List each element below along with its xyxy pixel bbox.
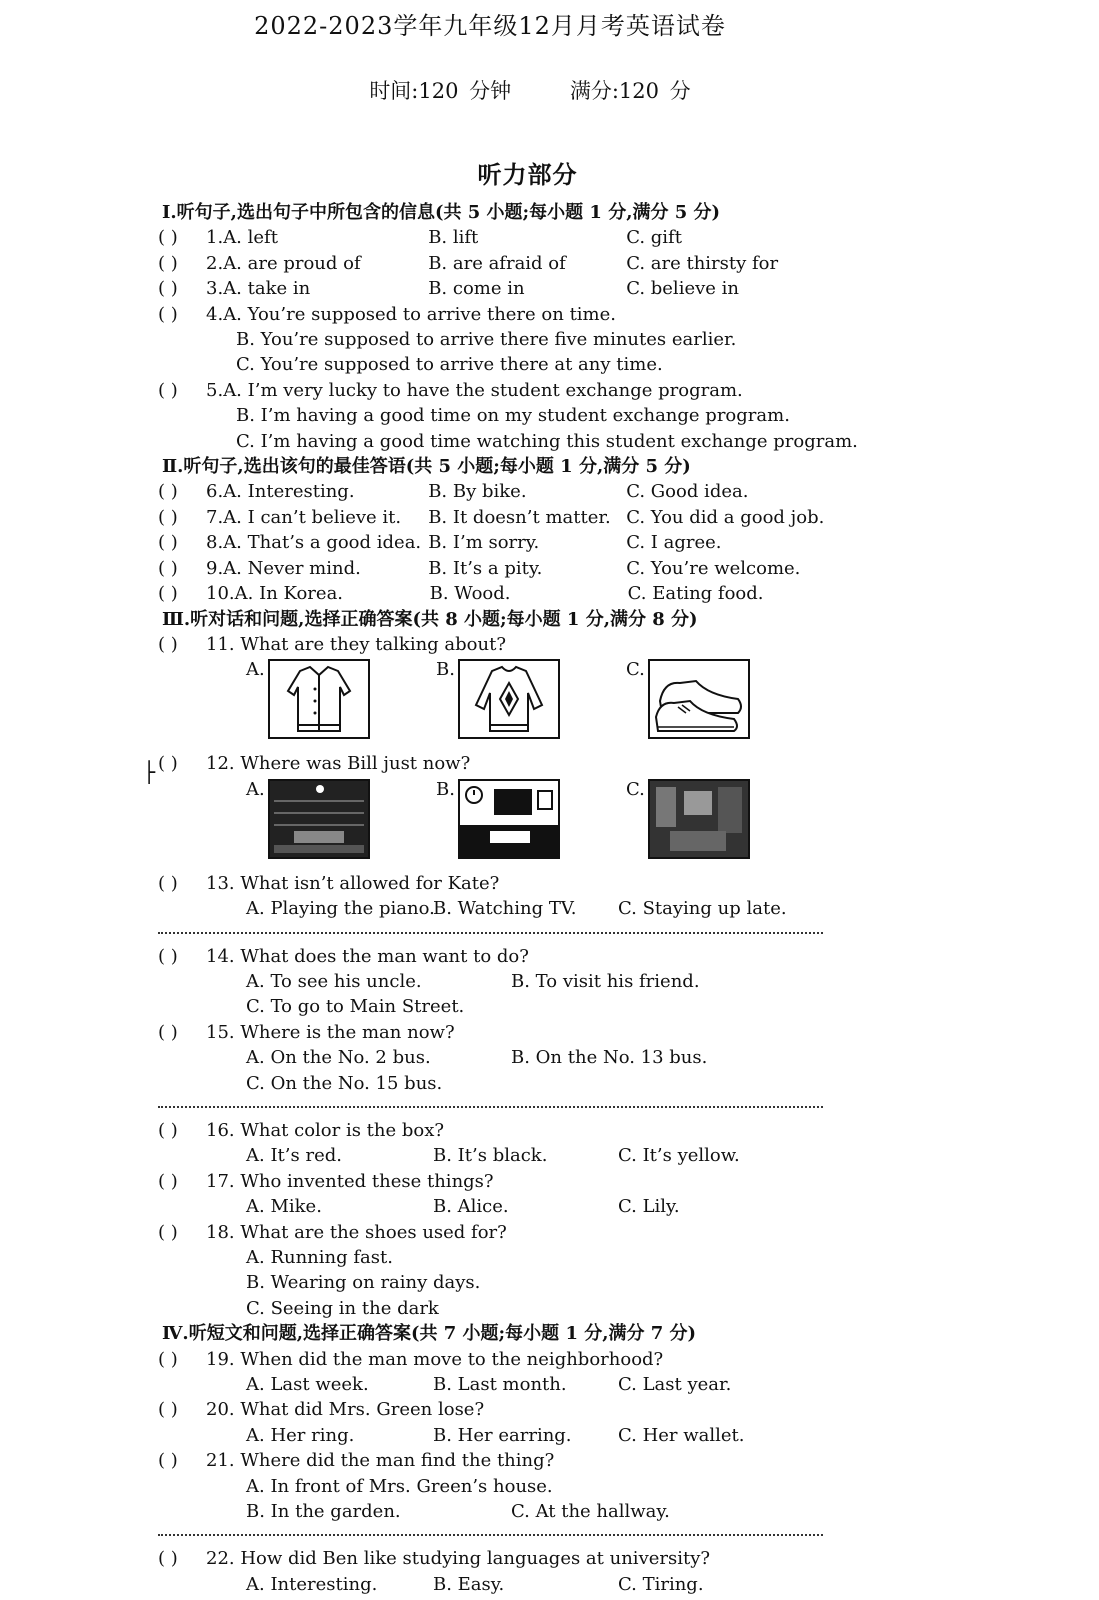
option-b: B. Alice. (433, 1196, 509, 1218)
answer-blank[interactable]: ( ) (158, 303, 178, 325)
answer-blank[interactable]: ( ) (158, 278, 178, 300)
question-21 (158, 1448, 838, 1473)
answer-blank[interactable]: ( ) (158, 1119, 178, 1141)
q13-options (158, 896, 838, 921)
sneakers-icon (648, 659, 750, 739)
q19-options (158, 1372, 838, 1397)
option-a: A. In Korea. (234, 583, 344, 605)
question-number: 3. (206, 278, 224, 300)
option-c: C. I agree. (626, 532, 722, 554)
answer-blank[interactable]: ( ) (158, 252, 178, 274)
option-b: B. Wearing on rainy days. (246, 1272, 481, 1294)
answer-blank[interactable]: ( ) (158, 1399, 178, 1421)
jacket-icon (268, 659, 370, 739)
option-c: C. are thirsty for (626, 252, 779, 274)
option-c: C. Tiring. (618, 1573, 704, 1595)
section-3-heading: Ⅲ.听对话和问题,选择正确答案(共 8 小题;每小题 1 分,满分 8 分) (162, 608, 698, 630)
exam-title: 2022-2023学年九年级12月月考英语试卷 (254, 12, 726, 40)
question-number: 7. (206, 506, 224, 528)
option-b: B. On the No. 13 bus. (511, 1047, 708, 1069)
q20-options (158, 1423, 838, 1448)
answer-blank[interactable]: ( ) (158, 227, 178, 249)
question-text: 19. When did the man move to the neighborhood? (206, 1348, 664, 1370)
option-b: B. come in (428, 278, 525, 300)
question-2 (158, 251, 838, 276)
margin-mark: ├ (143, 760, 156, 784)
option-a: A. I’m very lucky to have the student exchange program. (223, 379, 743, 401)
question-5 (158, 378, 838, 403)
option-b: B. Her earring. (433, 1424, 572, 1446)
picture-option-c[interactable] (626, 659, 816, 745)
option-a: A. Her ring. (246, 1424, 355, 1446)
answer-blank[interactable]: ( ) (158, 1450, 178, 1472)
option-b: B. It’s black. (433, 1145, 548, 1167)
option-a: A. Playing the piano. (246, 898, 435, 920)
question-text: 11. What are they talking about? (206, 633, 506, 655)
question-14 (158, 944, 838, 969)
answer-blank[interactable]: ( ) (158, 506, 178, 528)
q22-options (158, 1572, 838, 1597)
option-a: A. Interesting. (223, 481, 355, 503)
answer-blank[interactable]: ( ) (158, 945, 178, 967)
question-text: 13. What isn’t allowed for Kate? (206, 872, 500, 894)
option-c: C. I’m having a good time watching this student exchange program. (236, 430, 858, 452)
option-c: C. At the hallway. (511, 1501, 670, 1523)
q14-options (158, 969, 838, 994)
question-text: 12. Where was Bill just now? (206, 753, 471, 775)
option-b: B. It’s a pity. (428, 557, 543, 579)
q17-options (158, 1194, 838, 1219)
option-c: C. You’re welcome. (626, 557, 801, 579)
answer-blank[interactable]: ( ) (158, 1348, 178, 1370)
section-1-heading: Ⅰ.听句子,选出句子中所包含的信息(共 5 小题;每小题 1 分,满分 5 分) (162, 202, 721, 223)
question-11 (158, 632, 838, 657)
option-c: C. On the No. 15 bus. (246, 1072, 443, 1094)
answer-blank[interactable]: ( ) (158, 557, 178, 579)
divider (158, 932, 823, 934)
answer-blank[interactable]: ( ) (158, 1170, 178, 1192)
option-a: A. Running fast. (246, 1247, 393, 1268)
option-c: C. Good idea. (626, 481, 749, 503)
q12-pictures (158, 779, 838, 865)
answer-blank[interactable]: ( ) (158, 872, 178, 894)
living-room-icon (458, 779, 560, 859)
option-c: C. Eating food. (627, 583, 764, 605)
question-number: 10. (206, 583, 235, 605)
picture-option-c[interactable] (626, 779, 816, 865)
option-b: B. It doesn’t matter. (428, 506, 611, 528)
option-c: C. Lily. (618, 1196, 680, 1218)
part-title: 听力部分 (477, 160, 578, 189)
library-icon (268, 779, 370, 859)
option-a: A. In front of Mrs. Green’s house. (246, 1475, 553, 1497)
option-label: C. (626, 778, 645, 800)
exam-score: 满分:120 分 (569, 79, 691, 103)
option-c: C. Last year. (618, 1374, 732, 1396)
question-16 (158, 1118, 838, 1143)
exam-meta (0, 75, 1060, 105)
question-7 (158, 505, 838, 530)
option-label: A. (246, 659, 265, 681)
question-13 (158, 871, 838, 896)
question-20 (158, 1397, 838, 1422)
option-b: B. Watching TV. (433, 898, 577, 920)
picture-option-b[interactable] (436, 659, 626, 745)
question-list (158, 200, 858, 1597)
option-a: A. take in (223, 278, 311, 300)
q21-options (158, 1499, 838, 1524)
question-text: 17. Who invented these things? (206, 1170, 494, 1192)
question-number: 2. (206, 252, 224, 274)
question-8 (158, 530, 838, 555)
option-b: B. are afraid of (428, 252, 566, 274)
sweater-icon (458, 659, 560, 739)
option-b: B. I’m sorry. (428, 532, 540, 554)
question-22 (158, 1546, 838, 1571)
option-b: B. In the garden. (246, 1501, 401, 1523)
option-c: C. To go to Main Street. (246, 996, 465, 1018)
question-9 (158, 556, 838, 581)
answer-blank[interactable]: ( ) (158, 1021, 178, 1043)
question-number: 6. (206, 481, 224, 503)
q11-pictures (158, 659, 838, 745)
answer-blank[interactable]: ( ) (158, 379, 178, 401)
option-label: A. (246, 778, 265, 800)
exam-time: 时间:120 分钟 (369, 79, 512, 103)
option-a: A. That’s a good idea. (223, 532, 422, 554)
question-text: 16. What color is the box? (206, 1119, 445, 1141)
option-a: A. I can’t believe it. (223, 506, 402, 528)
question-text: 21. Where did the man find the thing? (206, 1450, 555, 1472)
q16-options (158, 1143, 838, 1168)
question-text: 15. Where is the man now? (206, 1021, 455, 1043)
question-15 (158, 1020, 838, 1045)
option-c: C. It’s yellow. (618, 1145, 740, 1167)
option-a: A. You’re supposed to arrive there on time. (223, 303, 616, 325)
option-c: C. Seeing in the dark (246, 1297, 439, 1319)
divider (158, 1106, 823, 1108)
option-c: C. gift (626, 227, 682, 249)
section-2-heading: Ⅱ.听句子,选出该句的最佳答语(共 5 小题;每小题 1 分,满分 5 分) (162, 456, 691, 478)
question-4 (158, 302, 838, 327)
option-c: C. You’re supposed to arrive there at any time. (236, 354, 663, 376)
divider (158, 1534, 823, 1536)
option-a: A. To see his uncle. (246, 970, 422, 992)
picture-option-b[interactable] (436, 779, 626, 865)
question-1 (158, 225, 838, 250)
option-c: C. Staying up late. (618, 898, 787, 920)
picture-option-a[interactable] (246, 659, 436, 745)
option-b: B. Last month. (433, 1374, 567, 1396)
question-text: 20. What did Mrs. Green lose? (206, 1399, 485, 1421)
bedroom-icon (648, 779, 750, 859)
answer-blank[interactable]: ( ) (158, 753, 178, 775)
q15-options (158, 1045, 838, 1070)
option-a: A. Last week. (246, 1374, 369, 1396)
question-text: 14. What does the man want to do? (206, 945, 529, 967)
question-12 (158, 751, 838, 776)
option-b: B. You’re supposed to arrive there five minutes earlier. (236, 329, 737, 351)
answer-blank[interactable]: ( ) (158, 532, 178, 554)
question-10 (158, 581, 838, 606)
question-number: 9. (206, 557, 224, 579)
question-text: 18. What are the shoes used for? (206, 1221, 507, 1243)
answer-blank[interactable]: ( ) (158, 583, 178, 605)
question-6 (158, 479, 838, 504)
option-b: B. By bike. (428, 481, 527, 503)
option-b: B. I’m having a good time on my student exchange program. (236, 405, 790, 427)
answer-blank[interactable]: ( ) (158, 1221, 178, 1243)
option-a: A. Never mind. (223, 557, 361, 579)
question-number: 4. (206, 303, 224, 325)
question-17 (158, 1169, 838, 1194)
answer-blank[interactable]: ( ) (158, 633, 178, 655)
option-c: C. believe in (626, 278, 739, 300)
question-text: 22. How did Ben like studying languages at university? (206, 1548, 711, 1570)
question-3 (158, 276, 838, 301)
question-18 (158, 1220, 838, 1245)
section-4-heading: Ⅳ.听短文和问题,选择正确答案(共 7 小题;每小题 1 分,满分 7 分) (162, 1323, 697, 1345)
option-c: C. Her wallet. (618, 1424, 745, 1446)
answer-blank[interactable]: ( ) (158, 1548, 178, 1570)
option-a: A. are proud of (223, 252, 361, 274)
option-b: B. Easy. (433, 1573, 505, 1595)
question-number: 1. (206, 227, 224, 249)
option-b: B. Wood. (429, 583, 511, 605)
picture-option-a[interactable] (246, 779, 436, 865)
option-label: B. (436, 659, 455, 681)
question-number: 5. (206, 379, 224, 401)
option-a: A. Interesting. (246, 1573, 378, 1595)
option-b: B. lift (428, 227, 479, 249)
option-label: B. (436, 778, 455, 800)
option-a: A. Mike. (246, 1196, 322, 1218)
option-a: A. It’s red. (246, 1145, 342, 1167)
option-b: B. To visit his friend. (511, 970, 700, 992)
option-c: C. You did a good job. (626, 506, 825, 528)
answer-blank[interactable]: ( ) (158, 481, 178, 503)
question-19 (158, 1347, 838, 1372)
option-a: A. On the No. 2 bus. (246, 1047, 431, 1069)
question-number: 8. (206, 532, 224, 554)
option-label: C. (626, 659, 645, 681)
option-a: A. left (223, 227, 278, 249)
